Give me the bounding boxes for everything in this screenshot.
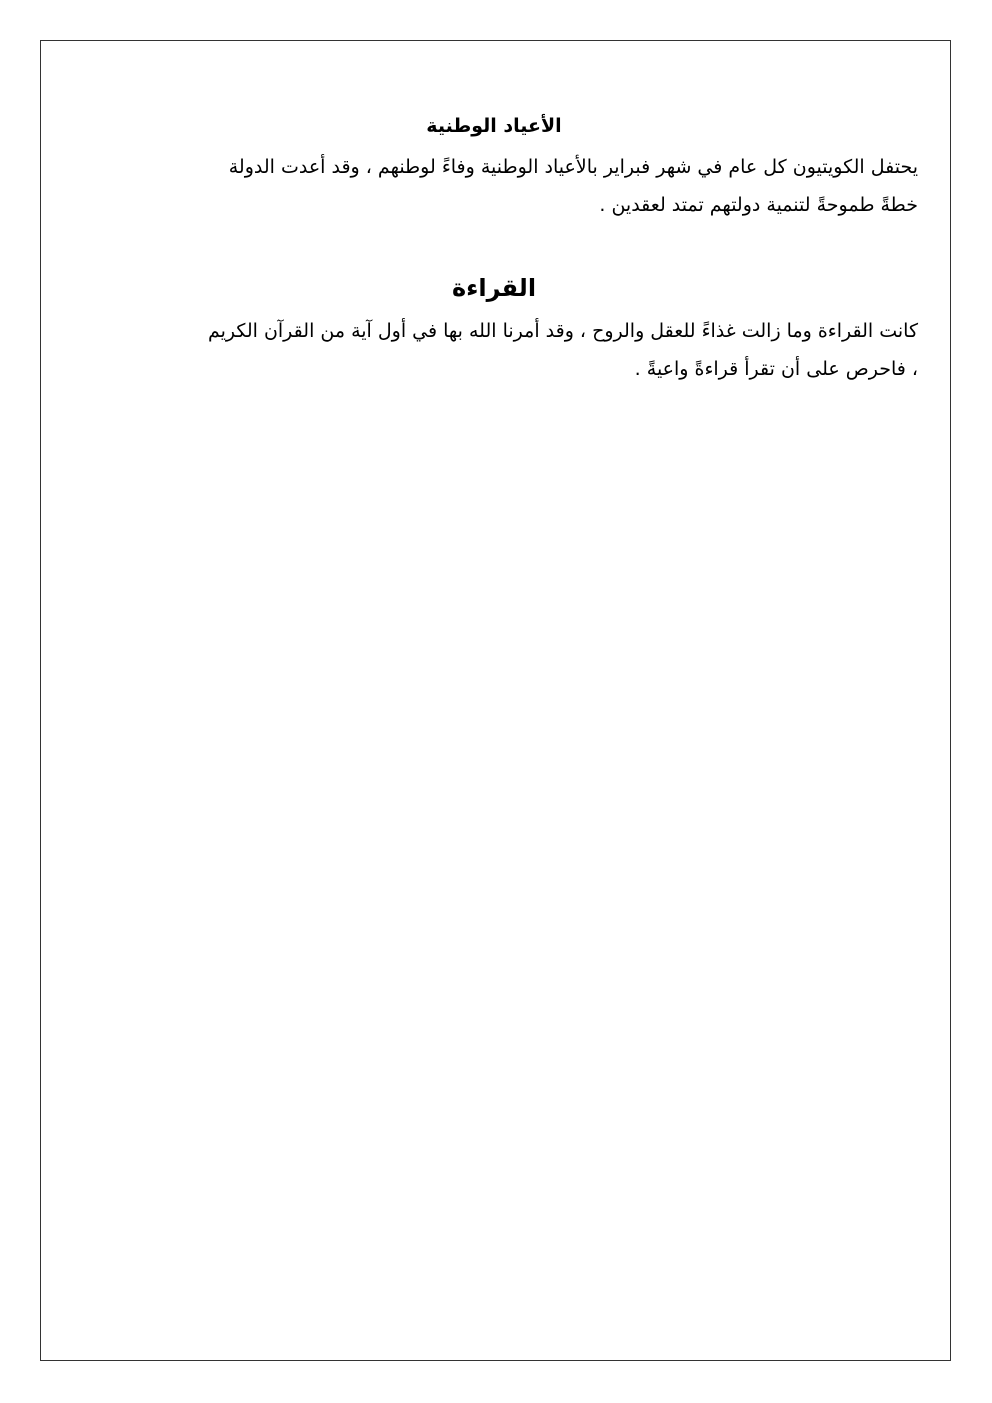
section-title: القراءة [451,274,537,302]
section-reading [70,268,918,388]
page-border [40,40,951,1361]
paragraph-line: ، فاحرص على أن تقرأ قراءةً واعيةً . [634,358,918,380]
paragraph [70,312,918,388]
paragraph-line: كانت القراءة وما زالت غذاءً للعقل والروح ، وقد أمرنا الله بها في أول آية من القرآن الكريم [207,320,918,342]
section-national-holidays [70,110,918,224]
paragraph-line: يحتفل الكويتيون كل عام في شهر فبراير بالأعياد الوطنية وفاءً لوطنهم ، وقد أعدت الدولة [228,156,918,178]
section-title: الأعياد الوطنية [426,115,562,137]
paragraph [70,148,918,224]
paragraph-line: خطةً طموحةً لتنمية دولتهم تمتد لعقدين . [599,194,918,216]
